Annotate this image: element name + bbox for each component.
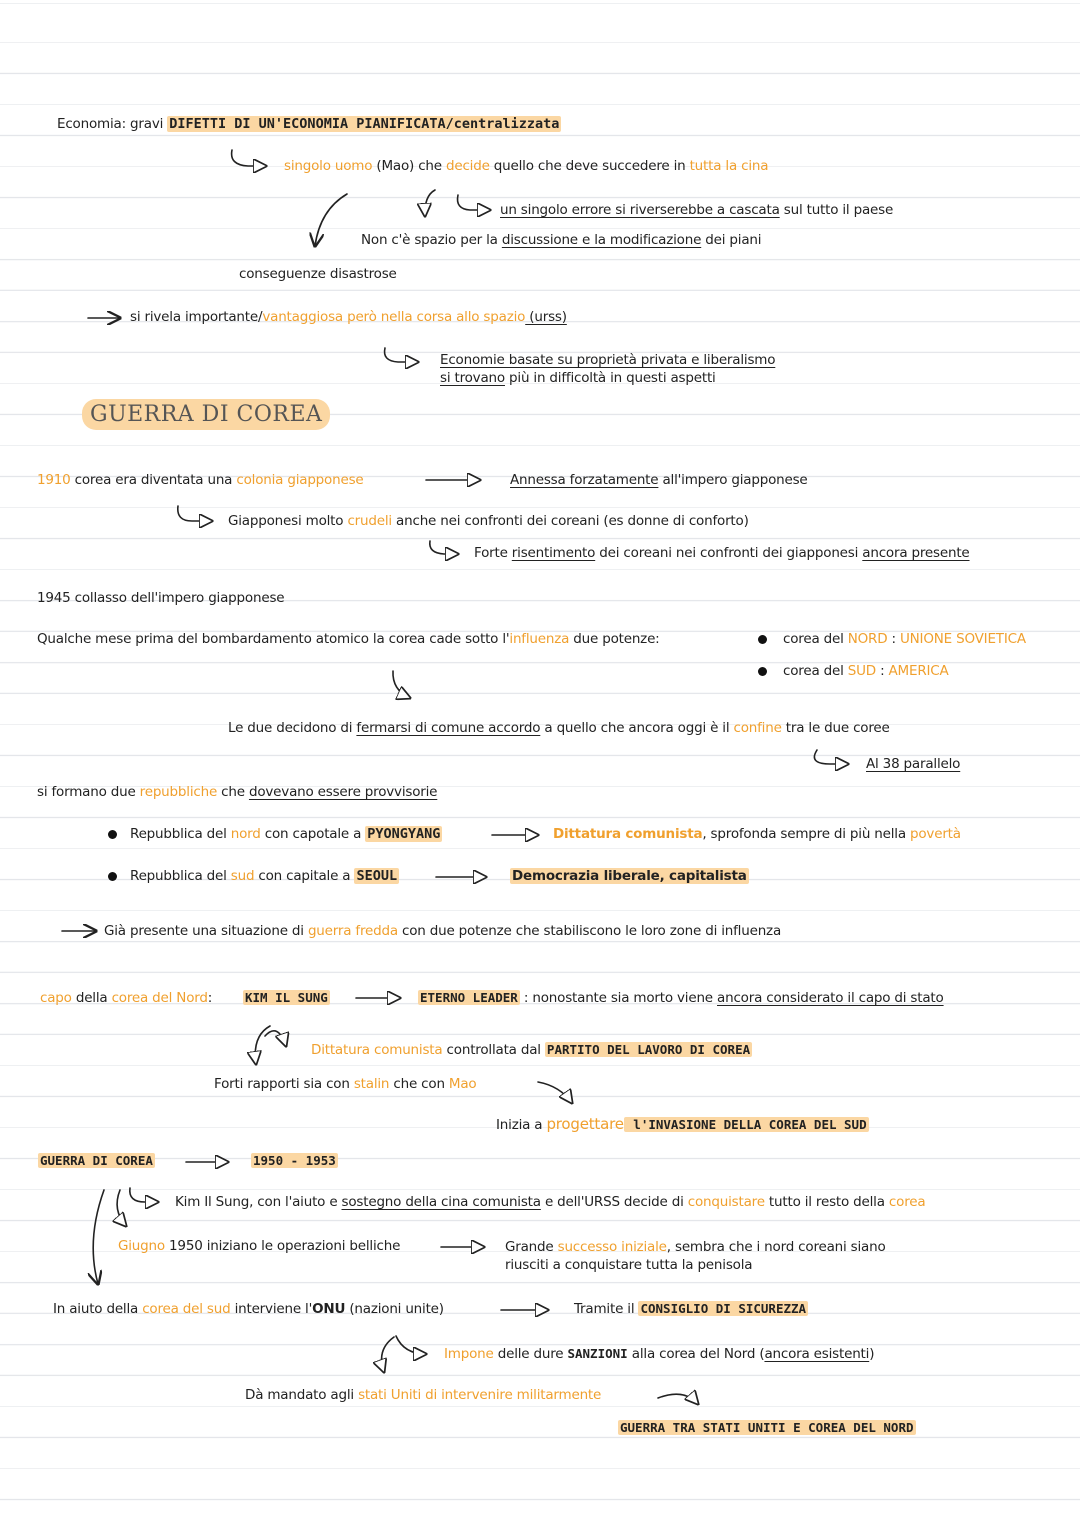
south-power-line: corea del SUD : AMERICA: [783, 663, 949, 679]
curved-arrow-icon: [385, 348, 418, 362]
kim-decides-line: Kim Il Sung, con l'aiuto e sostegno della cina comunista e dell'URSS decide di conquistare tutto il resto della corea: [175, 1194, 926, 1210]
curved-arrow-icon: [396, 1336, 426, 1354]
parallel-text: Al 38 parallelo: [866, 756, 961, 772]
consequences-text: conseguenze disastrose: [239, 266, 397, 282]
influence-line: Qualche mese prima del bombardamento atomico la corea cade sotto l'influenza due potenze:: [37, 631, 660, 647]
resentment-line: Forte risentimento dei coreani nei confronti dei giapponesi ancora presente: [474, 545, 970, 561]
cruel-line: Giapponesi molto crudeli anche nei confronti dei coreani (es donne di conforto): [228, 513, 749, 529]
june-line: Giugno 1950 iniziano le operazioni belliche: [118, 1238, 401, 1254]
curved-arrow-icon: [265, 1031, 286, 1046]
mandate-line: Dà mandato agli stati Uniti di intervenire militarmente: [245, 1387, 602, 1403]
success-line2: riusciti a conquistare tutta la penisola: [505, 1257, 753, 1273]
agreement-line: Le due decidono di fermarsi di comune accordo a quello che ancora oggi è il confine tra le due coree: [228, 720, 890, 736]
curved-arrow-icon: [255, 1026, 270, 1064]
bullet-north-power: [758, 635, 767, 644]
relations-line: Forti rapporti sia con stalin che con Mao: [214, 1076, 477, 1092]
rep-south-line: Repubblica del sud con capitale a SEOUL: [130, 868, 398, 884]
curved-arrow-icon: [814, 750, 848, 764]
demo-south-text: Democrazia liberale, capitalista: [512, 868, 747, 884]
bullet-rep-north: [108, 830, 117, 839]
curved-arrow-icon: [658, 1394, 698, 1404]
bullet-south-power: [758, 667, 767, 676]
rep-north-line: Repubblica del nord con capotale a PYONGYANG: [130, 826, 441, 842]
space-line: si rivela importante/vantaggiosa però nella corsa allo spazio (urss): [130, 309, 567, 325]
private-economy-line2: si trovano più in difficoltà in questi aspetti: [440, 370, 716, 386]
war-years: 1950 - 1953: [253, 1153, 336, 1168]
republics-line: si formano due repubbliche che dovevano essere provvisorie: [37, 784, 438, 800]
section-title: GUERRA DI COREA: [82, 399, 330, 430]
us-war-text: GUERRA TRA STATI UNITI E COREA DEL NORD: [620, 1420, 914, 1435]
leader-line: capo della corea del Nord:: [40, 990, 213, 1006]
annexed-line: Annessa forzatamente all'impero giapponese: [510, 472, 808, 488]
curved-arrow-icon: [382, 1337, 394, 1372]
discussion-line: Non c'è spazio per la discussione e la modificazione dei piani: [361, 232, 762, 248]
economy-label: Economia: gravi: [57, 116, 168, 132]
curved-arrow-icon: [425, 190, 435, 216]
mao-line: singolo uomo (Mao) che decide quello che deve succedere in tutta la cina: [284, 158, 769, 174]
cascade-line: un singolo errore si riverserebbe a cascata sul tutto il paese: [500, 202, 894, 218]
curved-arrow-icon: [232, 150, 266, 166]
sanctions-line: Impone delle dure SANZIONI alla corea del Nord (ancora esistenti): [444, 1346, 875, 1362]
north-power-line: corea del NORD : UNIONE SOVIETICA: [783, 631, 1026, 647]
curved-arrow-icon: [393, 671, 410, 698]
success-line1: Grande successo iniziale, sembra che i nord coreani siano: [505, 1239, 886, 1255]
eternal-leader-line: ETERNO LEADER : nonostante sia morto viene ancora considerato il capo di stato: [420, 990, 944, 1006]
curved-arrow-icon: [178, 506, 212, 521]
kim-il-sung-label: KIM IL SUNG: [245, 990, 328, 1005]
coldwar-line: Già presente una situazione di guerra fredda con due potenze che stabiliscono le loro zone di influenza: [104, 923, 782, 939]
colony-line: 1910 corea era diventata una colonia giapponese: [37, 472, 364, 488]
economy-highlight: DIFETTI DI UN'ECONOMIA PIANIFICATA/centralizzata: [169, 116, 560, 132]
dict-north-line: Dittatura comunista, sprofonda sempre di più nella povertà: [553, 826, 961, 842]
party-line: Dittatura comunista controllata dal PARTITO DEL LAVORO DI COREA: [311, 1042, 751, 1058]
private-economy-line1: Economie basate su proprietà privata e liberalismo: [440, 352, 776, 368]
war-label: GUERRA DI COREA: [40, 1153, 153, 1168]
curved-arrow-icon: [458, 195, 491, 210]
collapse-text: 1945 collasso dell'impero giapponese: [37, 590, 285, 606]
bullet-rep-south: [108, 872, 117, 881]
down-arrow-icon: [315, 194, 347, 246]
economy-line: [57, 115, 561, 133]
down-arrow-icon: [93, 1190, 104, 1284]
security-line: Tramite il CONSIGLIO DI SICUREZZA: [574, 1301, 807, 1317]
curved-arrow-icon: [117, 1190, 126, 1226]
onu-line: In aiuto della corea del sud interviene l'ONU (nazioni unite): [53, 1301, 444, 1317]
curved-arrow-icon: [430, 541, 458, 554]
curved-arrow-icon: [538, 1082, 572, 1103]
invasion-line: Inizia a progettare l'INVASIONE DELLA COREA DEL SUD: [496, 1115, 867, 1133]
curved-arrow-icon: [130, 1188, 158, 1202]
